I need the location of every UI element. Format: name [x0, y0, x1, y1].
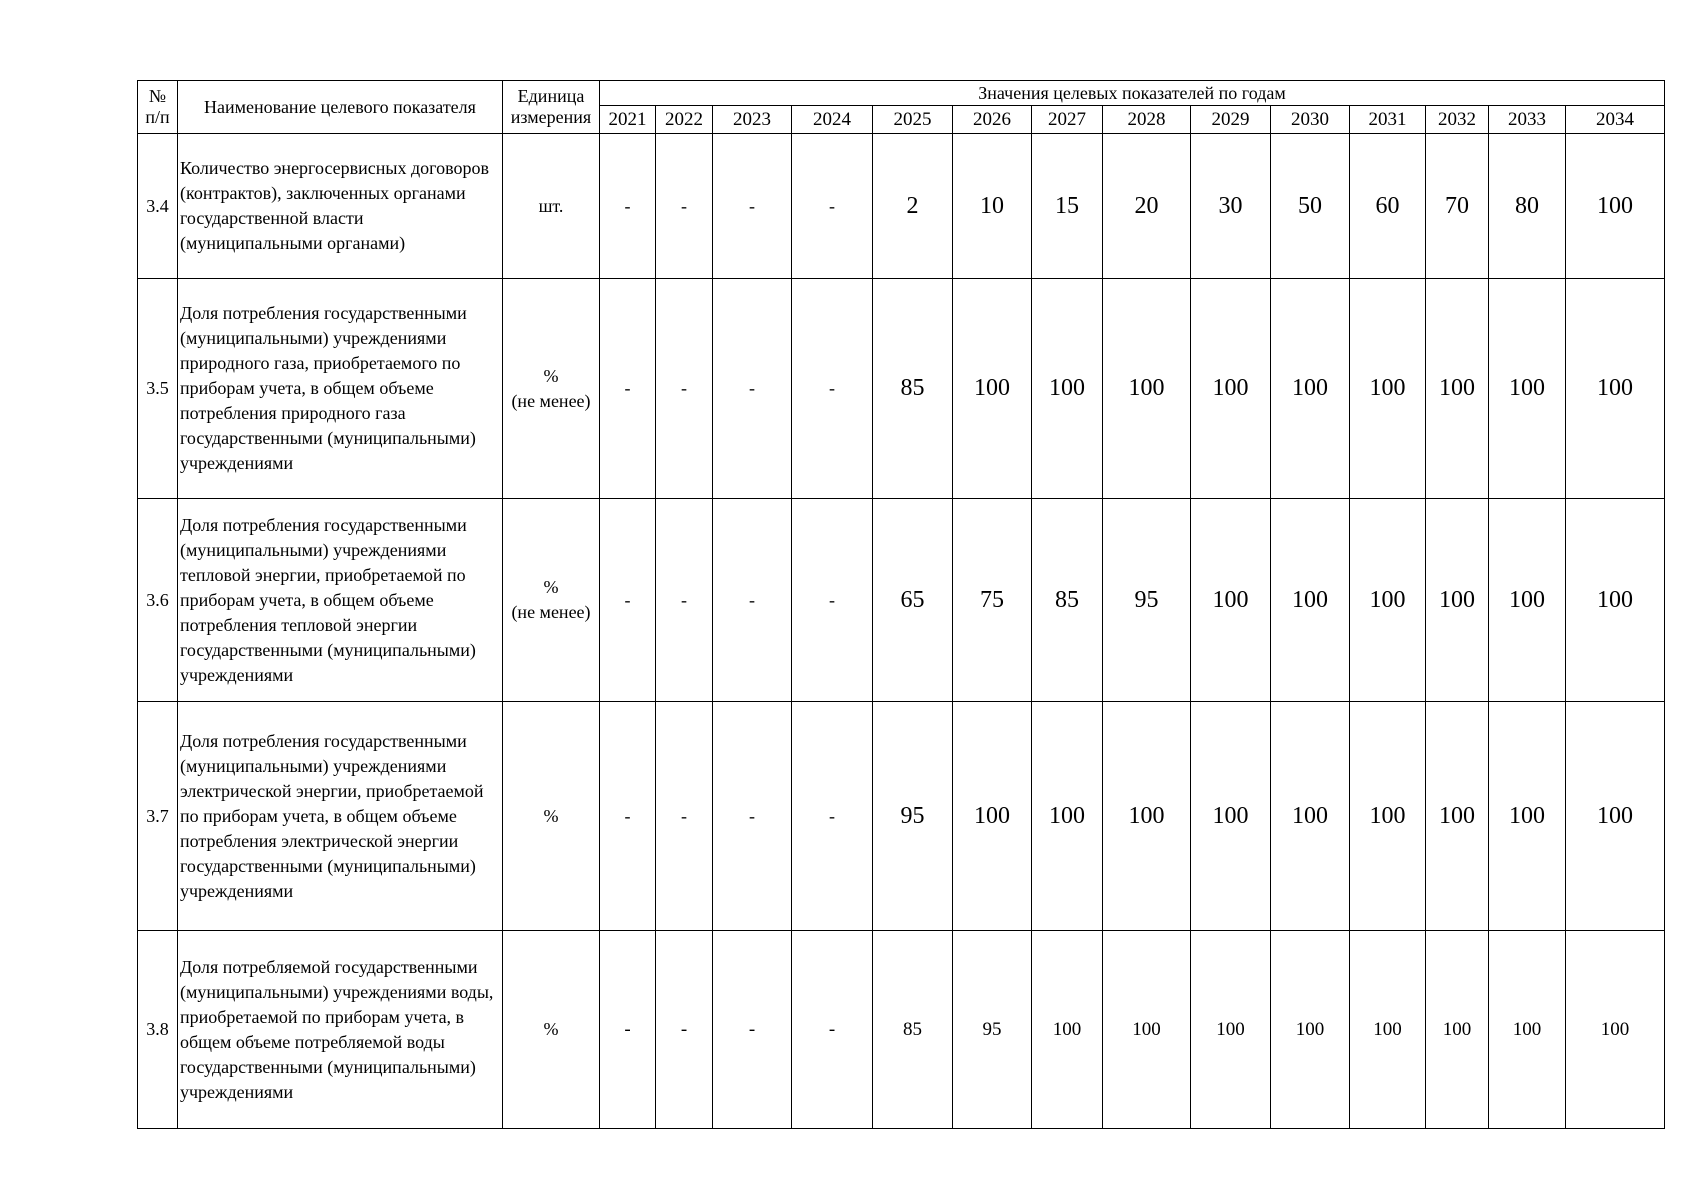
value-cell-2023: -	[713, 499, 792, 702]
indicator-name: Доля потребления государственными (муниципальными) учреждениями электрической энергии, приобретаемой по приборам учета, в общем объеме потребления электрической энергии государственными (муниципальными) учреждениями	[178, 702, 503, 931]
unit-label: %	[543, 365, 559, 386]
value-cell-2031: 100	[1350, 931, 1426, 1129]
indicator-name: Доля потребления государственными (муниципальными) учреждениями природного газа, приобретаемого по приборам учета, в общем объеме потребления природного газа государственными (муниципальными) учреждениями	[178, 279, 503, 499]
value-cell-2022: -	[656, 702, 713, 931]
value-cell-2033: 100	[1489, 279, 1566, 499]
value-cell-2028: 100	[1103, 931, 1191, 1129]
value-cell-2026: 100	[953, 702, 1032, 931]
value-cell-2029: 100	[1191, 931, 1271, 1129]
value-cell-2033: 80	[1489, 134, 1566, 279]
year-header-2033: 2033	[1489, 106, 1566, 134]
value-cell-2028: 100	[1103, 702, 1191, 931]
value-cell-2032: 100	[1426, 702, 1489, 931]
value-cell-2026: 100	[953, 279, 1032, 499]
value-cell-2023: -	[713, 279, 792, 499]
value-cell-2030: 100	[1271, 702, 1350, 931]
value-cell-2027: 15	[1032, 134, 1103, 279]
value-cell-2027: 100	[1032, 279, 1103, 499]
value-cell-2021: -	[600, 279, 656, 499]
value-cell-2027: 100	[1032, 702, 1103, 931]
value-cell-2022: -	[656, 279, 713, 499]
table-row	[138, 702, 1665, 931]
unit-cell	[503, 702, 600, 931]
value-cell-2034: 100	[1566, 931, 1665, 1129]
value-cell-2022: -	[656, 499, 713, 702]
indicator-name: Доля потребляемой государственными (муниципальными) учреждениями воды, приобретаемой по приборам учета, в общем объеме потребляемой воды государственными (муниципальными) учреждениями	[178, 931, 503, 1129]
unit-cell	[503, 931, 600, 1129]
year-header-2030: 2030	[1271, 106, 1350, 134]
value-cell-2022: -	[656, 931, 713, 1129]
value-cell-2025: 95	[873, 702, 953, 931]
value-cell-2026: 75	[953, 499, 1032, 702]
unit-column-header: Единица измерения	[503, 81, 600, 134]
unit-qualifier: (не менее)	[511, 602, 591, 622]
value-cell-2025: 85	[873, 931, 953, 1129]
value-cell-2027: 100	[1032, 931, 1103, 1129]
value-cell-2028: 20	[1103, 134, 1191, 279]
table-row	[138, 279, 1665, 499]
unit-label: %	[543, 1019, 559, 1039]
value-cell-2023: -	[713, 931, 792, 1129]
value-cell-2034: 100	[1566, 702, 1665, 931]
value-cell-2030: 100	[1271, 931, 1350, 1129]
target-indicators-table	[137, 80, 1665, 1129]
indicator-name: Доля потребления государственными (муниципальными) учреждениями тепловой энергии, приобретаемой по приборам учета, в общем объеме потребления тепловой энергии государственными (муниципальными) учреждениями	[178, 499, 503, 702]
value-cell-2025: 65	[873, 499, 953, 702]
row-number: 3.5	[138, 279, 178, 499]
value-cell-2026: 10	[953, 134, 1032, 279]
value-cell-2032: 70	[1426, 134, 1489, 279]
value-cell-2025: 85	[873, 279, 953, 499]
value-cell-2022: -	[656, 134, 713, 279]
num-column-header: № п/п	[138, 81, 178, 134]
year-header-2022: 2022	[656, 106, 713, 134]
value-cell-2023: -	[713, 134, 792, 279]
indicator-name: Количество энергосервисных договоров (контрактов), заключенных органами государственной власти (муниципальными органами)	[178, 134, 503, 279]
value-cell-2026: 95	[953, 931, 1032, 1129]
value-cell-2031: 100	[1350, 702, 1426, 931]
value-cell-2033: 100	[1489, 931, 1566, 1129]
value-cell-2033: 100	[1489, 499, 1566, 702]
value-cell-2031: 100	[1350, 499, 1426, 702]
table-row	[138, 931, 1665, 1129]
value-cell-2034: 100	[1566, 279, 1665, 499]
value-cell-2030: 100	[1271, 499, 1350, 702]
value-cell-2032: 100	[1426, 279, 1489, 499]
value-cell-2029: 100	[1191, 499, 1271, 702]
row-number: 3.8	[138, 931, 178, 1129]
value-cell-2033: 100	[1489, 702, 1566, 931]
year-header-2031: 2031	[1350, 106, 1426, 134]
unit-label: %	[543, 805, 559, 826]
value-cell-2029: 100	[1191, 279, 1271, 499]
year-header-2029: 2029	[1191, 106, 1271, 134]
unit-cell	[503, 134, 600, 279]
year-header-2032: 2032	[1426, 106, 1489, 134]
unit-label: %	[543, 577, 559, 597]
year-header-2025: 2025	[873, 106, 953, 134]
value-cell-2029: 100	[1191, 702, 1271, 931]
name-column-header: Наименование целевого показателя	[178, 81, 503, 134]
table-body	[138, 134, 1665, 1129]
value-cell-2030: 100	[1271, 279, 1350, 499]
row-number: 3.6	[138, 499, 178, 702]
year-header-2027: 2027	[1032, 106, 1103, 134]
year-header-2021: 2021	[600, 106, 656, 134]
header-row-1	[138, 81, 1665, 106]
unit-qualifier: (не менее)	[511, 390, 591, 411]
value-cell-2031: 100	[1350, 279, 1426, 499]
value-cell-2028: 100	[1103, 279, 1191, 499]
value-cell-2023: -	[713, 702, 792, 931]
table-row	[138, 134, 1665, 279]
value-cell-2025: 2	[873, 134, 953, 279]
value-cell-2034: 100	[1566, 134, 1665, 279]
years-group-header: Значения целевых показателей по годам	[600, 81, 1665, 106]
unit-cell	[503, 279, 600, 499]
row-number: 3.7	[138, 702, 178, 931]
row-number: 3.4	[138, 134, 178, 279]
value-cell-2024: -	[792, 499, 873, 702]
year-header-2026: 2026	[953, 106, 1032, 134]
value-cell-2021: -	[600, 702, 656, 931]
value-cell-2030: 50	[1271, 134, 1350, 279]
value-cell-2021: -	[600, 134, 656, 279]
table-row	[138, 499, 1665, 702]
value-cell-2032: 100	[1426, 499, 1489, 702]
year-header-2023: 2023	[713, 106, 792, 134]
unit-label: шт.	[538, 195, 564, 216]
value-cell-2029: 30	[1191, 134, 1271, 279]
value-cell-2034: 100	[1566, 499, 1665, 702]
value-cell-2021: -	[600, 931, 656, 1129]
year-header-2024: 2024	[792, 106, 873, 134]
year-header-2034: 2034	[1566, 106, 1665, 134]
value-cell-2027: 85	[1032, 499, 1103, 702]
year-header-2028: 2028	[1103, 106, 1191, 134]
value-cell-2028: 95	[1103, 499, 1191, 702]
value-cell-2024: -	[792, 134, 873, 279]
value-cell-2024: -	[792, 279, 873, 499]
value-cell-2031: 60	[1350, 134, 1426, 279]
value-cell-2024: -	[792, 931, 873, 1129]
value-cell-2024: -	[792, 702, 873, 931]
value-cell-2032: 100	[1426, 931, 1489, 1129]
value-cell-2021: -	[600, 499, 656, 702]
unit-cell	[503, 499, 600, 702]
